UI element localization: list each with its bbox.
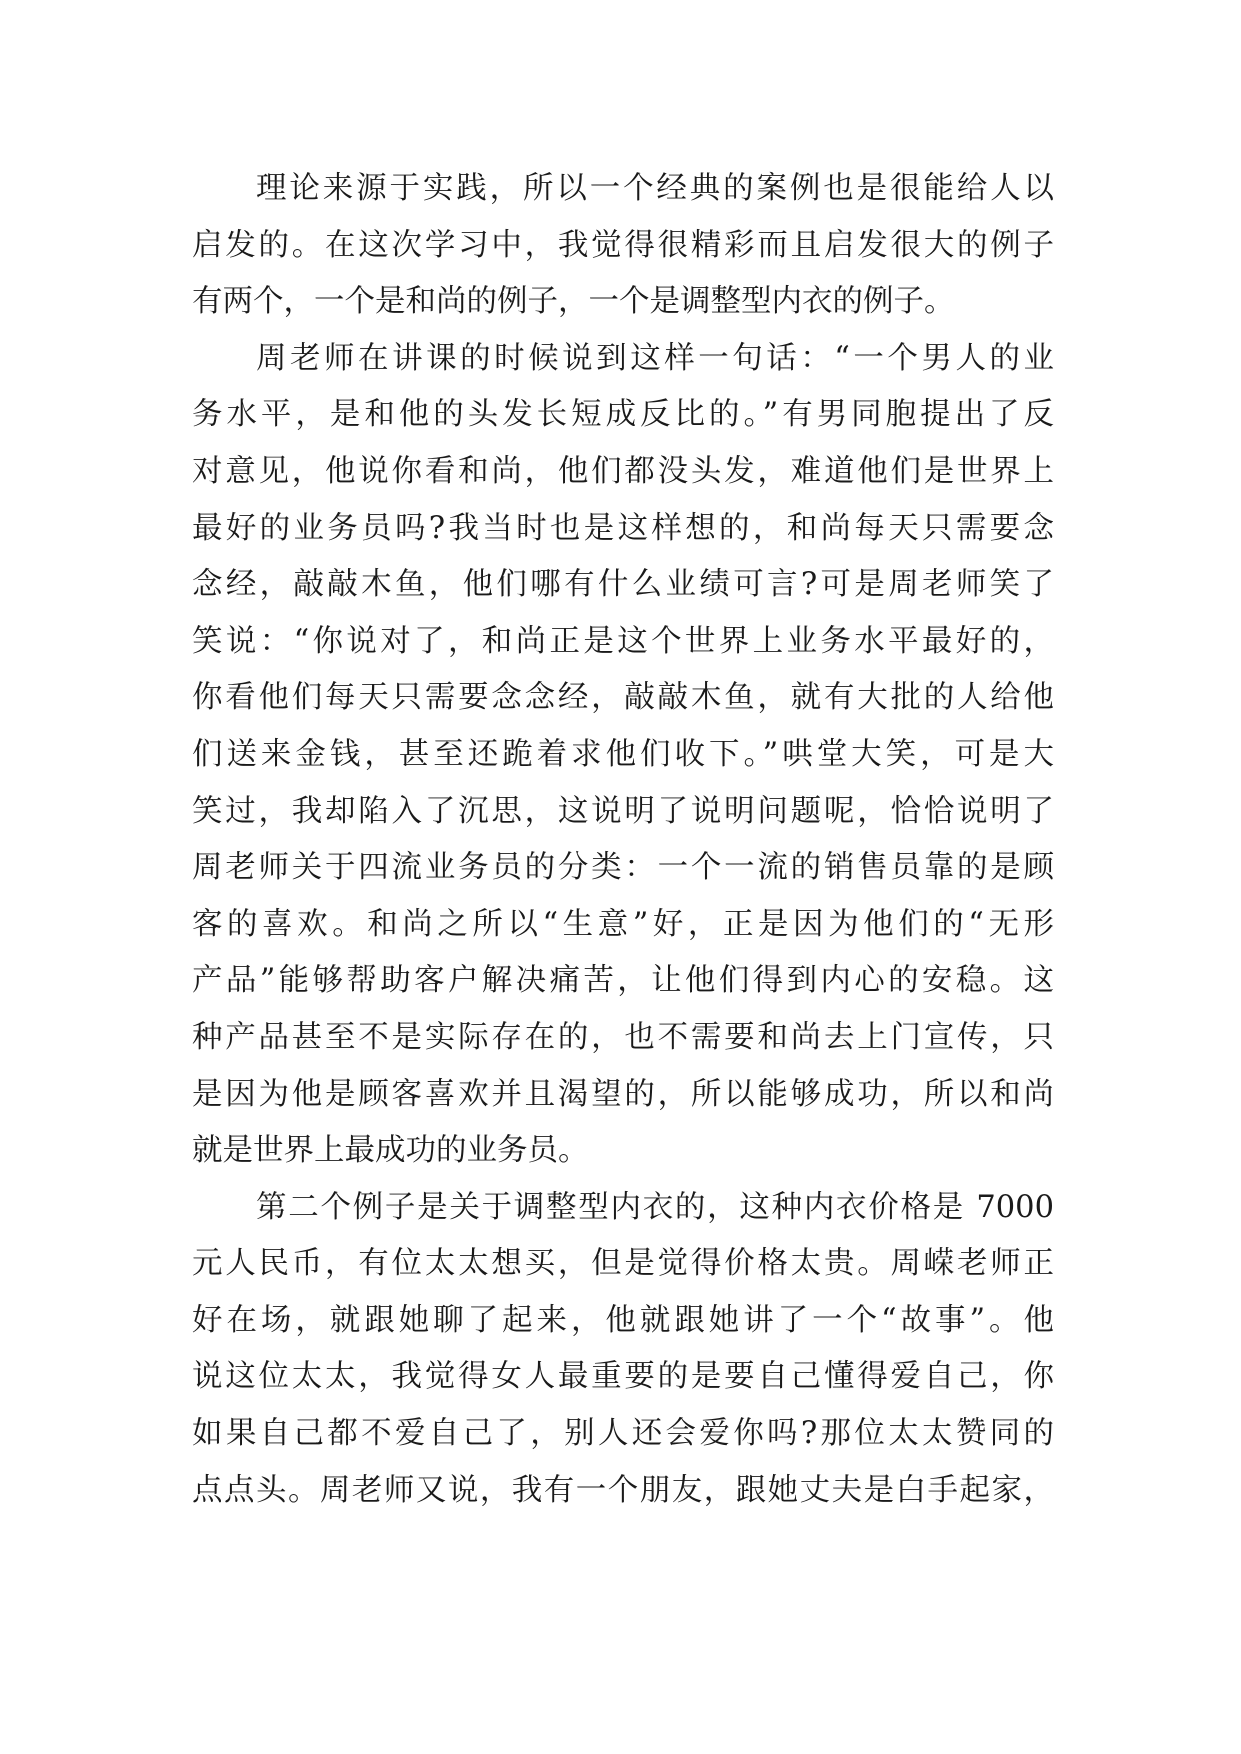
text-line: 是因为他是顾客喜欢并且渴望的，所以能够成功，所以和尚 [192, 1076, 1054, 1112]
text-line: 笑过，我却陷入了沉思，这说明了说明问题呢，恰恰说明了 [192, 793, 1054, 829]
text-line: 启发的。在这次学习中，我觉得很精彩而且启发很大的例子 [192, 227, 1054, 263]
document-body [192, 161, 1054, 1519]
text-line: 笑说：“你说对了，和尚正是这个世界上业务水平最好的， [192, 623, 1054, 659]
text-line: 元人民币，有位太太想买，但是觉得价格太贵。周嵘老师正 [192, 1246, 1054, 1282]
text-line: 务水平，是和他的头发长短成反比的。”有男同胞提出了反 [192, 397, 1054, 433]
text-line: 周老师关于四流业务员的分类：一个一流的销售员靠的是顾 [192, 850, 1054, 886]
text-line: 有两个，一个是和尚的例子，一个是调整型内衣的例子。 [192, 284, 955, 320]
text-line: 如果自己都不爱自己了，别人还会爱你吗?那位太太赞同的 [192, 1416, 1054, 1452]
text-line: 第二个例子是关于调整型内衣的，这种内衣价格是 7000 [256, 1189, 1054, 1225]
text-line: 理论来源于实践，所以一个经典的案例也是很能给人以 [256, 171, 1054, 206]
text-line: 最好的业务员吗?我当时也是这样想的，和尚每天只需要念 [192, 510, 1054, 546]
text-line: 念经，敲敲木鱼，他们哪有什么业绩可言?可是周老师笑了 [192, 567, 1054, 603]
text-line: 们送来金钱，甚至还跪着求他们收下。”哄堂大笑，可是大 [192, 736, 1054, 772]
text-line: 好在场，就跟她聊了起来，他就跟她讲了一个“故事”。他 [192, 1302, 1054, 1338]
text-line: 你看他们每天只需要念念经，敲敲木鱼，就有大批的人给他 [192, 680, 1054, 716]
text-line: 周老师在讲课的时候说到这样一句话：“一个男人的业 [256, 340, 1054, 376]
text-line: 对意见，他说你看和尚，他们都没头发，难道他们是世界上 [192, 453, 1054, 489]
text-line: 说这位太太，我觉得女人最重要的是要自己懂得爱自己，你 [192, 1359, 1054, 1395]
text-line: 就是世界上最成功的业务员。 [192, 1133, 589, 1169]
text-line: 产品”能够帮助客户解决痛苦，让他们得到内心的安稳。这 [192, 963, 1054, 999]
text-line: 客的喜欢。和尚之所以“生意”好，正是因为他们的“无形 [192, 906, 1054, 942]
text-line: 点点头。周老师又说，我有一个朋友，跟她丈夫是白手起家， [192, 1472, 1054, 1508]
text-line: 种产品甚至不是实际存在的，也不需要和尚去上门宣传，只 [192, 1019, 1054, 1055]
